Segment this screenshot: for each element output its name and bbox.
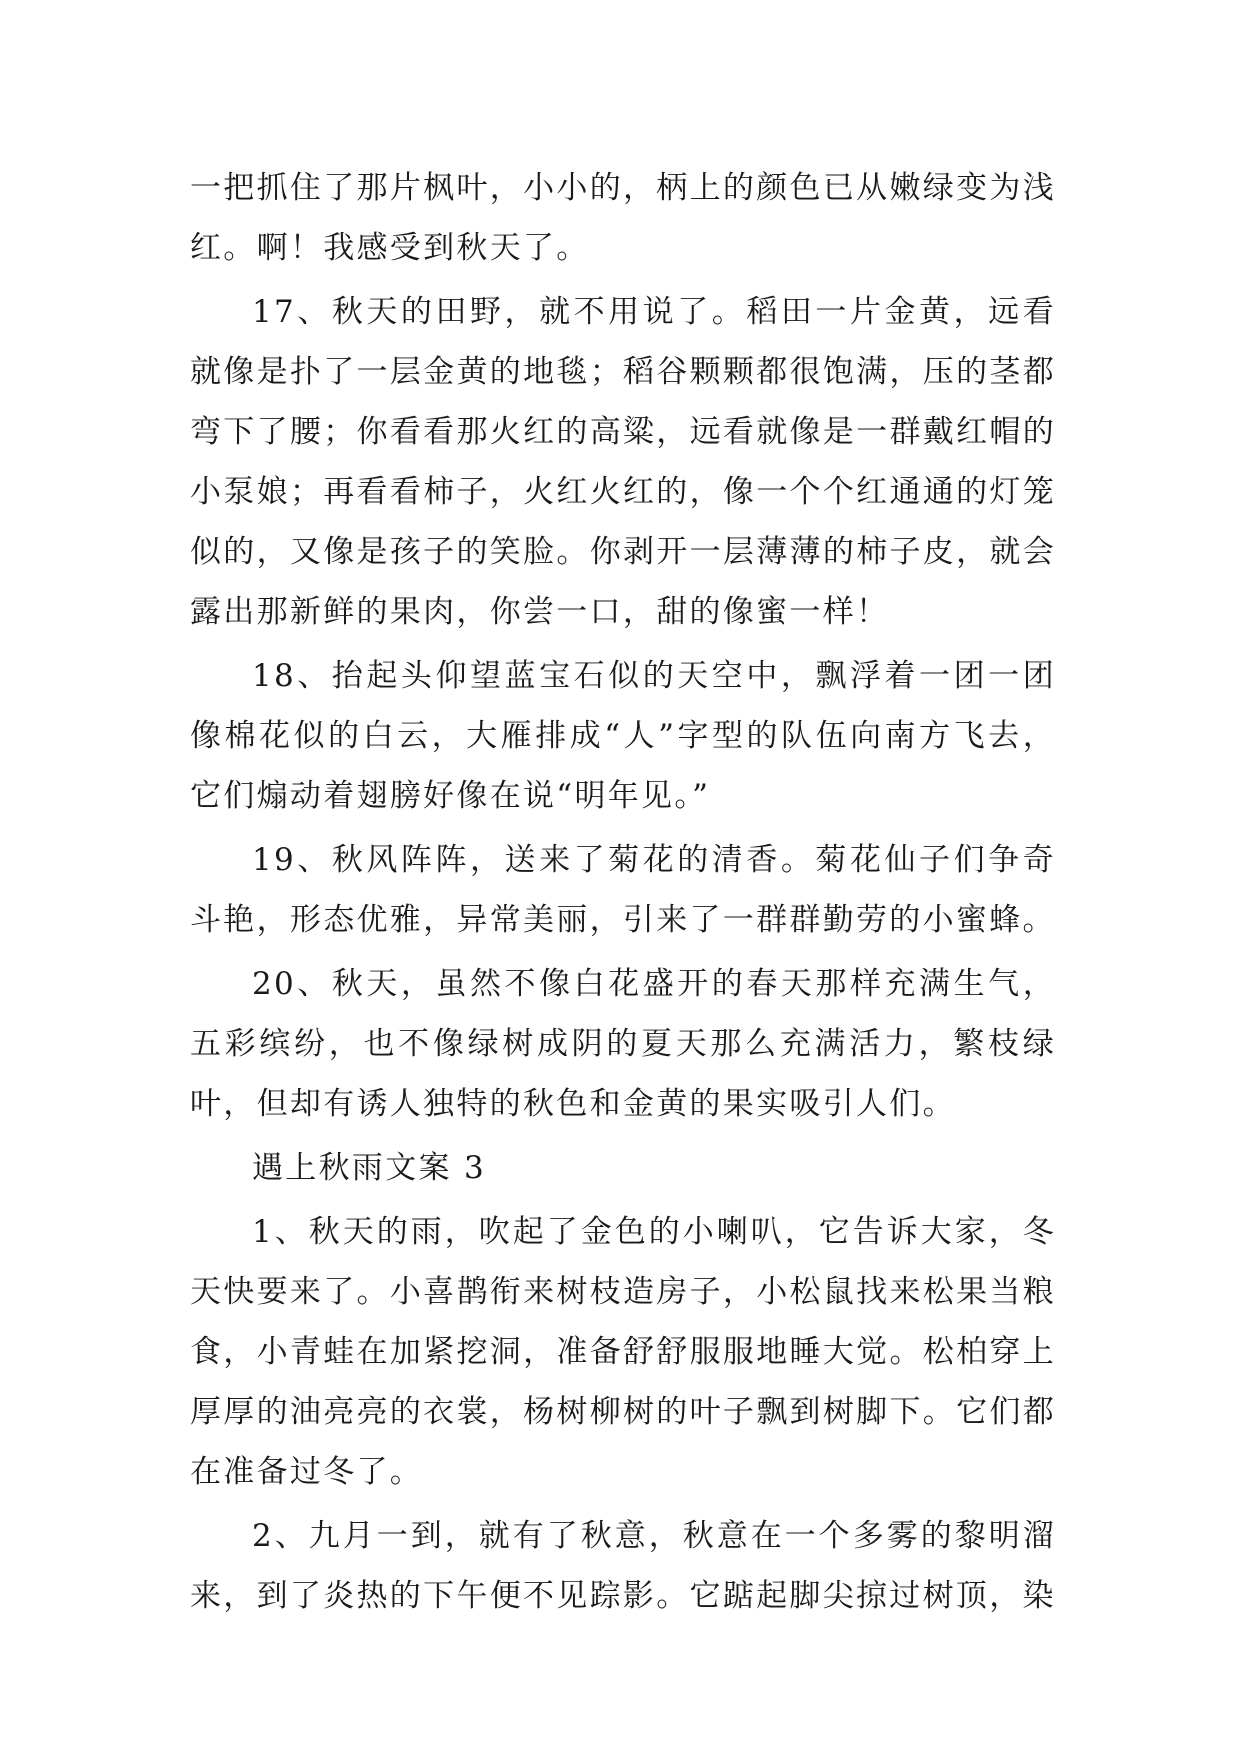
paragraph-section3-1: 1、秋天的雨，吹起了金色的小喇叭，它告诉大家，冬天快要来了。小喜鹊衔来树枝造房子，小松鼠找来松果当粮食，小青蛙在加紧挖洞，准备舒舒服服地睡大觉。松柏穿上厚厚的油亮亮的衣裳，杨树柳树的叶子飘到树脚下。它们都在准备过冬了。 [190, 1214, 1056, 1490]
document-body [190, 158, 1056, 1630]
paragraph-17: 17、秋天的田野，就不用说了。稻田一片金黄，远看就像是扑了一层金黄的地毯；稻谷颗颗都很饱满，压的茎都弯下了腰；你看看那火红的高粱，远看就像是一群戴红帽的小泵娘；再看看柿子，火红火红的，像一个个红通通的灯笼似的，又像是孩子的笑脸。你剥开一层薄薄的柿子皮，就会露出那新鲜的果肉，你尝一口，甜的像蜜一样！ [190, 294, 1056, 630]
paragraph-section3-2: 2、九月一到，就有了秋意，秋意在一个多雾的黎明溜来，到了炎热的下午便不见踪影。它踮起脚尖掠过树顶，染 [190, 1518, 1056, 1614]
paragraph-18: 18、抬起头仰望蓝宝石似的天空中，飘浮着一团一团像棉花似的白云，大雁排成“人”字型的队伍向南方飞去，它们煽动着翅膀好像在说“明年见。” [190, 658, 1056, 814]
paragraph-20: 20、秋天，虽然不像白花盛开的春天那样充满生气，五彩缤纷，也不像绿树成阴的夏天那么充满活力，繁枝绿叶，但却有诱人独特的秋色和金黄的果实吸引人们。 [190, 966, 1056, 1122]
paragraph-continuation: 一把抓住了那片枫叶，小小的，柄上的颜色已从嫩绿变为浅红。啊！我感受到秋天了。 [190, 170, 1056, 266]
paragraph-19: 19、秋风阵阵，送来了菊花的清香。菊花仙子们争奇斗艳，形态优雅，异常美丽，引来了一群群勤劳的小蜜蜂。 [190, 842, 1056, 938]
section-heading: 遇上秋雨文案 3 [252, 1150, 486, 1186]
